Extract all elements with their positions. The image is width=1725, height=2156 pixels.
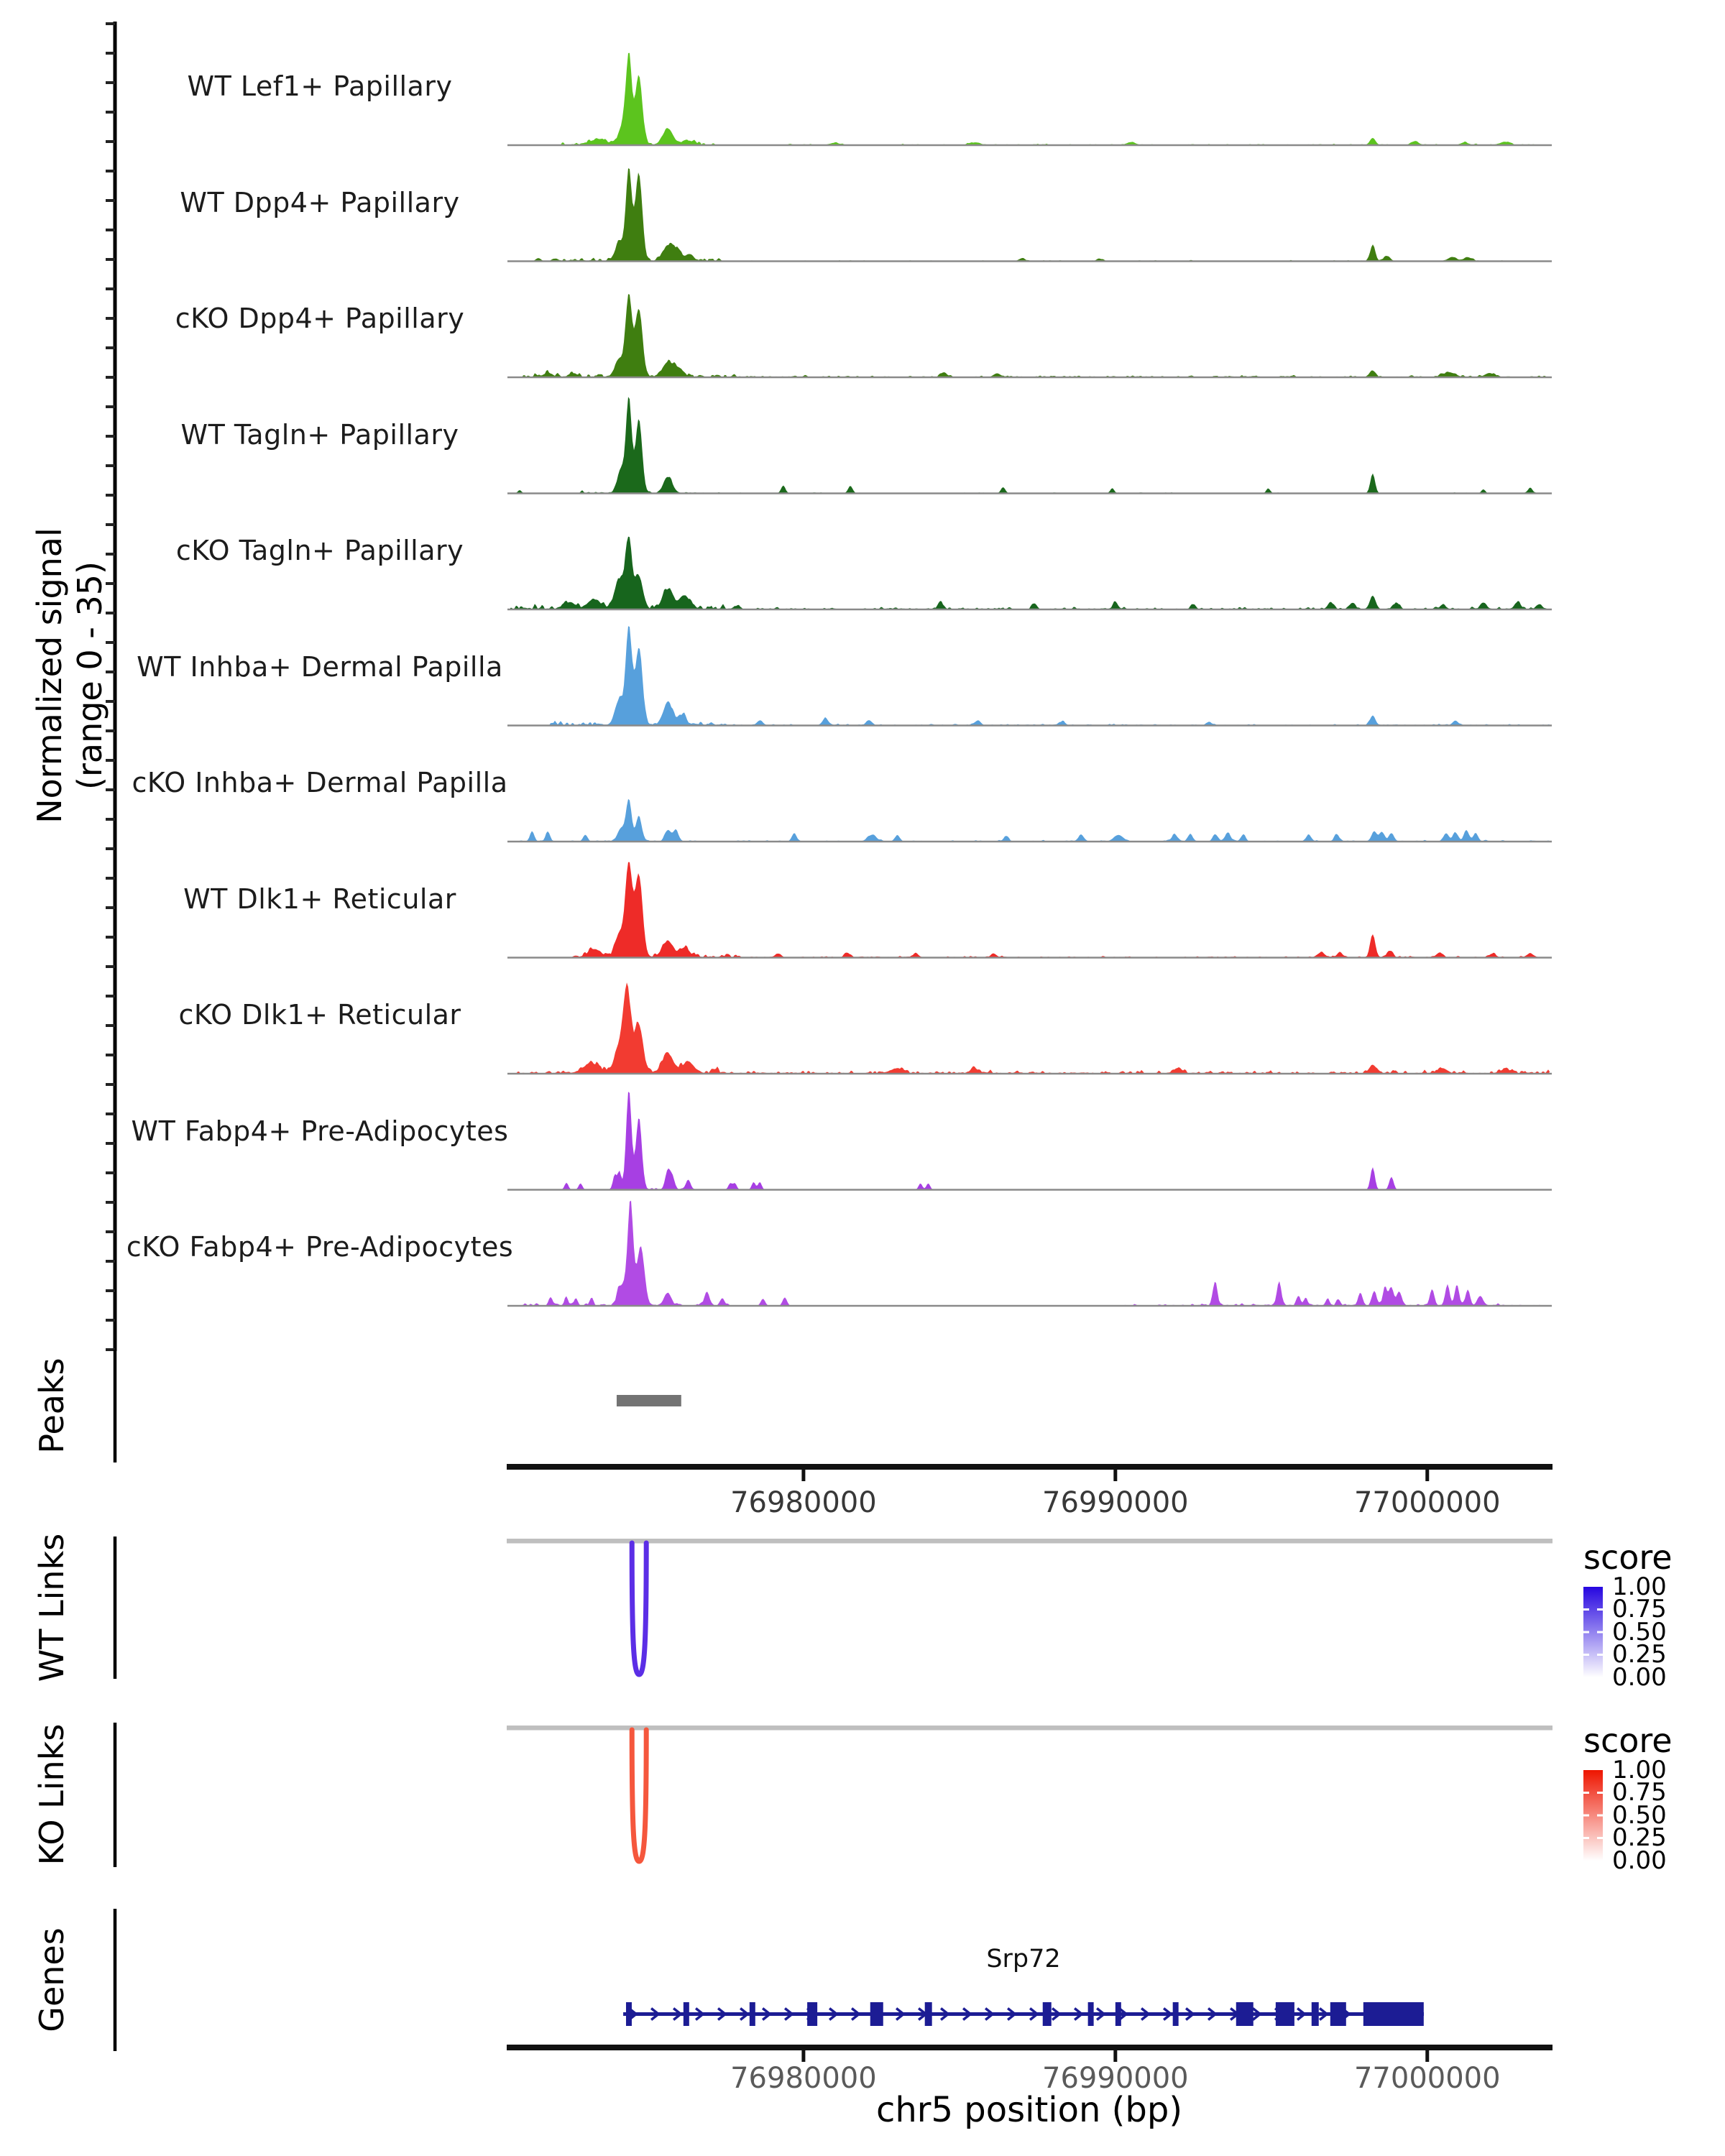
coverage-track-signal xyxy=(510,626,1550,725)
track-label-wt-lef1: WT Lef1+ Papillary xyxy=(187,70,453,102)
ko-links-panel-label: KO Links xyxy=(32,1723,71,1866)
wt-legend-tick-050: 0.50 xyxy=(1612,1618,1667,1646)
gene-exon-block xyxy=(750,2002,755,2026)
wt-legend-tick-025: 0.25 xyxy=(1612,1640,1667,1669)
x-tick-top-77000000: 77000000 xyxy=(1353,1486,1501,1519)
genomic-axis xyxy=(507,2045,1552,2050)
track-label-wt-tagln: WT Tagln+ Papillary xyxy=(180,418,459,451)
coverage-track-signal xyxy=(510,982,1550,1074)
genomic-axis-tick xyxy=(801,1470,805,1481)
gene-exon-block xyxy=(1276,2002,1294,2026)
wt-links-legend-title: score xyxy=(1583,1538,1673,1577)
gene-exon-block xyxy=(1088,2002,1094,2026)
gene-exon-block xyxy=(1236,2002,1254,2026)
legend-notch xyxy=(1583,1608,1589,1611)
ko-legend-tick-050: 0.50 xyxy=(1612,1801,1667,1830)
wt-links-panel-label: WT Links xyxy=(32,1533,71,1682)
legend-notch xyxy=(1583,1654,1589,1656)
ko-links-legend-title: score xyxy=(1583,1721,1673,1760)
gene-exon-block xyxy=(1173,2002,1179,2026)
genomic-axis-tick xyxy=(1113,1470,1117,1481)
gene-exon-block xyxy=(807,2002,817,2026)
wt-legend-tick-100: 1.00 xyxy=(1612,1572,1667,1601)
x-tick-bottom-77000000: 77000000 xyxy=(1353,2062,1501,2095)
coverage-track-signal xyxy=(510,799,1550,842)
genomic-axis-tick xyxy=(1425,2050,1429,2062)
track-label-cko-dlk1: cKO Dlk1+ Reticular xyxy=(178,999,461,1031)
ko-legend-tick-000: 0.00 xyxy=(1612,1846,1667,1875)
coverage-track-signal xyxy=(510,53,1550,145)
coverage-track-signal xyxy=(510,537,1550,609)
peaks-panel-label: Peaks xyxy=(32,1358,71,1454)
legend-notch xyxy=(1583,1792,1589,1794)
coverage-track-signal xyxy=(510,294,1550,377)
gene-name-srp72: Srp72 xyxy=(986,1945,1061,1973)
coverage-track-signal xyxy=(510,168,1550,261)
genomic-axis-tick xyxy=(1425,1470,1429,1481)
ko-legend-tick-075: 0.75 xyxy=(1612,1778,1667,1807)
track-label-cko-inhba: cKO Inhba+ Dermal Papilla xyxy=(132,767,508,798)
gene-exon-block xyxy=(870,2002,883,2026)
x-axis-title: chr5 position (bp) xyxy=(875,2090,1183,2130)
wt-legend-tick-075: 0.75 xyxy=(1612,1595,1667,1623)
gene-exon-block xyxy=(1330,2002,1346,2026)
coverage-track-signal xyxy=(510,1092,1550,1189)
ko-legend-tick-025: 0.25 xyxy=(1612,1823,1667,1852)
legend-notch xyxy=(1597,1654,1603,1656)
peak-interval-bar xyxy=(617,1395,681,1406)
track-label-cko-tagln: cKO Tagln+ Papillary xyxy=(175,535,464,566)
coverage-track-signal xyxy=(510,1201,1550,1306)
y-axis-label-line2: (range 0 - 35) xyxy=(70,561,109,790)
genomic-axis-tick xyxy=(801,2050,805,2062)
x-tick-bottom-76980000: 76980000 xyxy=(730,2062,877,2095)
link-arc xyxy=(632,1730,646,1861)
gene-body-line xyxy=(623,2012,1424,2016)
legend-notch xyxy=(1597,1815,1603,1817)
link-arc xyxy=(632,1543,646,1674)
track-label-cko-fabp4: cKO Fabp4+ Pre-Adipocytes xyxy=(126,1231,514,1263)
gene-exon-block xyxy=(1312,2002,1319,2026)
legend-notch xyxy=(1583,1631,1589,1634)
gene-exon-block xyxy=(626,2002,632,2026)
links-panel-top-line xyxy=(507,1726,1552,1731)
track-label-wt-inhba: WT Inhba+ Dermal Papilla xyxy=(137,650,503,683)
gene-exon-block xyxy=(1043,2002,1052,2026)
wt-legend-tick-000: 0.00 xyxy=(1612,1663,1667,1692)
x-tick-top-76990000: 76990000 xyxy=(1042,1486,1189,1519)
gene-exon-block xyxy=(925,2002,932,2026)
track-label-wt-dpp4: WT Dpp4+ Papillary xyxy=(180,186,460,218)
coverage-track-signal xyxy=(510,862,1550,958)
x-tick-top-76980000: 76980000 xyxy=(730,1486,877,1519)
gene-exon-block xyxy=(1116,2002,1121,2026)
legend-notch xyxy=(1597,1792,1603,1794)
coverage-track-signal xyxy=(510,397,1550,493)
legend-notch xyxy=(1597,1631,1603,1634)
legend-notch xyxy=(1583,1815,1589,1817)
genes-panel-label: Genes xyxy=(32,1927,71,2032)
gene-exon-block xyxy=(684,2002,689,2026)
track-label-cko-dpp4: cKO Dpp4+ Papillary xyxy=(175,303,465,334)
links-panel-top-line xyxy=(507,1539,1552,1544)
x-tick-bottom-76990000: 76990000 xyxy=(1042,2062,1189,2095)
genomic-axis-tick xyxy=(1113,2050,1117,2062)
gene-exon-block xyxy=(1363,2002,1424,2026)
track-label-wt-dlk1: WT Dlk1+ Reticular xyxy=(183,883,456,915)
ko-legend-tick-100: 1.00 xyxy=(1612,1756,1667,1784)
legend-notch xyxy=(1597,1608,1603,1611)
legend-notch xyxy=(1597,1837,1603,1839)
legend-notch xyxy=(1583,1837,1589,1839)
track-label-wt-fabp4: WT Fabp4+ Pre-Adipocytes xyxy=(131,1115,509,1147)
y-axis-label-line1: Normalized signal xyxy=(30,528,69,824)
genomic-axis xyxy=(507,1464,1552,1470)
